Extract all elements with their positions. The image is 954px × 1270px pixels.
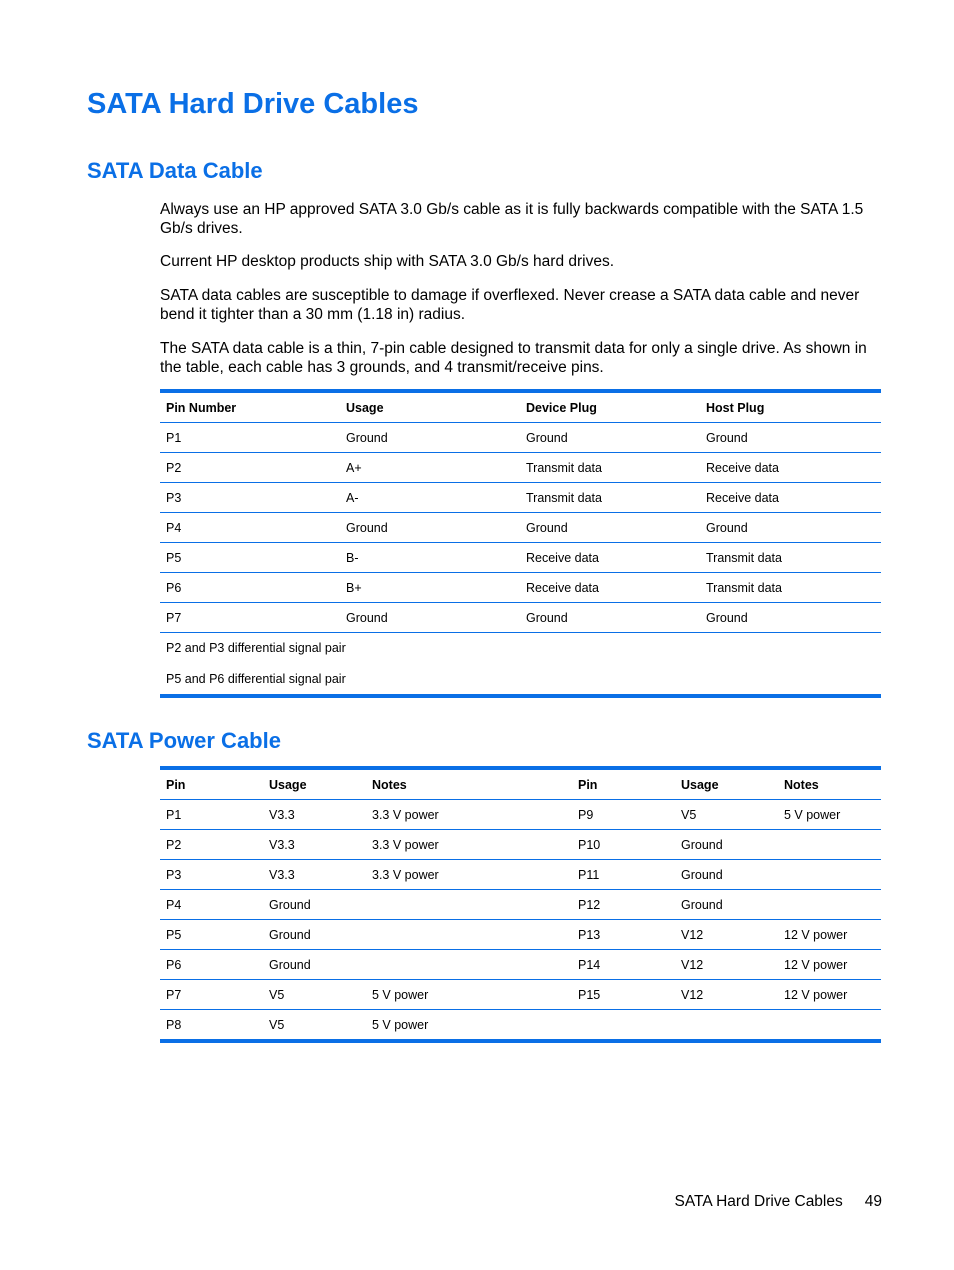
table-cell: P3 xyxy=(160,860,263,890)
table-row xyxy=(160,483,881,513)
column-header: Pin xyxy=(572,768,675,800)
table-cell: P4 xyxy=(160,513,340,543)
table-cell: P5 xyxy=(160,920,263,950)
table-cell: Ground xyxy=(700,513,881,543)
table-row xyxy=(160,1010,881,1042)
table-cell: P10 xyxy=(572,830,675,860)
column-header: Usage xyxy=(340,391,520,423)
table-cell: P9 xyxy=(572,800,675,830)
table-cell xyxy=(366,950,572,980)
table-cell: 5 V power xyxy=(366,1010,572,1042)
column-header: Device Plug xyxy=(520,391,700,423)
table-cell: Ground xyxy=(263,920,366,950)
table-row xyxy=(160,800,881,830)
data-cable-table xyxy=(160,389,881,698)
table-cell: 3.3 V power xyxy=(366,860,572,890)
table-cell xyxy=(778,1010,881,1042)
paragraph-description: The SATA data cable is a thin, 7-pin cable designed to transmit data for only a single drive. As shown in the table, each cable has 3 grounds, and 4 transmit/receive pins. xyxy=(160,340,867,376)
section-heading-data-cable: SATA Data Cable xyxy=(87,158,263,183)
table-cell: Ground xyxy=(675,890,778,920)
table-row xyxy=(160,573,881,603)
table-cell: Ground xyxy=(520,603,700,633)
paragraph-shipping: Current HP desktop products ship with SATA 3.0 Gb/s hard drives. xyxy=(160,253,615,270)
column-header: Host Plug xyxy=(700,391,881,423)
paragraph-compatibility: Always use an HP approved SATA 3.0 Gb/s cable as it is fully backwards compatible with the SATA 1.5 Gb/s drives. xyxy=(160,201,864,237)
column-header: Pin xyxy=(160,768,263,800)
table-cell: V5 xyxy=(263,1010,366,1042)
table-cell: 12 V power xyxy=(778,920,881,950)
table-cell: Ground xyxy=(340,513,520,543)
table-row xyxy=(160,543,881,573)
table-cell: P1 xyxy=(160,800,263,830)
table-cell: P8 xyxy=(160,1010,263,1042)
power-cable-table xyxy=(160,766,881,1043)
table-cell: A+ xyxy=(340,453,520,483)
table-cell: P7 xyxy=(160,980,263,1010)
column-header: Pin Number xyxy=(160,391,340,423)
table-cell: V5 xyxy=(675,800,778,830)
table-note: P5 and P6 differential signal pair xyxy=(166,671,346,686)
table-row xyxy=(160,603,881,633)
table-cell: Ground xyxy=(520,513,700,543)
page-title: SATA Hard Drive Cables xyxy=(87,88,419,120)
table-header-row xyxy=(160,391,881,423)
table-cell: P12 xyxy=(572,890,675,920)
table-row xyxy=(160,890,881,920)
table-cell: 12 V power xyxy=(778,950,881,980)
table-row xyxy=(160,860,881,890)
table-cell: Receive data xyxy=(520,543,700,573)
table-row xyxy=(160,980,881,1010)
table-cell: P13 xyxy=(572,920,675,950)
table-cell: Receive data xyxy=(520,573,700,603)
table-cell: V3.3 xyxy=(263,830,366,860)
table-cell: P1 xyxy=(160,423,340,453)
table-cell: V12 xyxy=(675,980,778,1010)
table-cell: 12 V power xyxy=(778,980,881,1010)
section-heading-power-cable: SATA Power Cable xyxy=(87,728,281,753)
table-cell: Ground xyxy=(263,890,366,920)
table-cell xyxy=(366,890,572,920)
table-cell: Ground xyxy=(675,860,778,890)
table-row xyxy=(160,453,881,483)
table-cell xyxy=(675,1010,778,1042)
table-cell: V12 xyxy=(675,920,778,950)
table-cell: 5 V power xyxy=(778,800,881,830)
table-cell: B+ xyxy=(340,573,520,603)
table-note: P2 and P3 differential signal pair xyxy=(166,641,346,655)
table-row xyxy=(160,950,881,980)
column-header: Usage xyxy=(675,768,778,800)
table-cell: Receive data xyxy=(700,483,881,513)
page-footer xyxy=(674,1193,882,1211)
table-cell: P6 xyxy=(160,950,263,980)
table-cell: A- xyxy=(340,483,520,513)
page-number: 49 xyxy=(864,1193,882,1210)
table-cell: 5 V power xyxy=(366,980,572,1010)
table-cell: P11 xyxy=(572,860,675,890)
table-cell: Ground xyxy=(263,950,366,980)
table-cell: P14 xyxy=(572,950,675,980)
table-cell: P5 xyxy=(160,543,340,573)
table-cell: Ground xyxy=(520,423,700,453)
table-header-row xyxy=(160,768,881,800)
table-cell: Transmit data xyxy=(700,543,881,573)
table-cell: Ground xyxy=(340,423,520,453)
column-header: Usage xyxy=(263,768,366,800)
table-cell xyxy=(572,1010,675,1042)
table-row xyxy=(160,830,881,860)
table-cell: P4 xyxy=(160,890,263,920)
table-cell xyxy=(778,830,881,860)
table-cell: P2 xyxy=(160,453,340,483)
table-cell: B- xyxy=(340,543,520,573)
table-cell: P2 xyxy=(160,830,263,860)
table-cell: Transmit data xyxy=(520,483,700,513)
table-cell xyxy=(778,890,881,920)
table-cell: 3.3 V power xyxy=(366,830,572,860)
table-note-row xyxy=(160,633,881,664)
table-cell: 3.3 V power xyxy=(366,800,572,830)
table-cell: V3.3 xyxy=(263,800,366,830)
table-cell: P15 xyxy=(572,980,675,1010)
table-cell: V5 xyxy=(263,980,366,1010)
table-cell: Ground xyxy=(700,603,881,633)
table-cell: P7 xyxy=(160,603,340,633)
table-cell: Ground xyxy=(675,830,778,860)
table-note-row xyxy=(160,663,881,696)
table-cell xyxy=(778,860,881,890)
table-cell: V12 xyxy=(675,950,778,980)
table-cell: V3.3 xyxy=(263,860,366,890)
table-row xyxy=(160,920,881,950)
table-cell: Transmit data xyxy=(700,573,881,603)
table-cell: Ground xyxy=(700,423,881,453)
column-header: Notes xyxy=(778,768,881,800)
table-cell: P3 xyxy=(160,483,340,513)
footer-section-title: SATA Hard Drive Cables xyxy=(674,1193,843,1210)
column-header: Notes xyxy=(366,768,572,800)
table-row xyxy=(160,513,881,543)
table-cell xyxy=(366,920,572,950)
table-cell: Transmit data xyxy=(520,453,700,483)
table-row xyxy=(160,423,881,453)
table-cell: Ground xyxy=(340,603,520,633)
paragraph-handling: SATA data cables are susceptible to damage if overflexed. Never crease a SATA data cable and never bend it tighter than a 30 mm (1.18 in) radius. xyxy=(160,287,860,323)
table-cell: Receive data xyxy=(700,453,881,483)
table-cell: P6 xyxy=(160,573,340,603)
